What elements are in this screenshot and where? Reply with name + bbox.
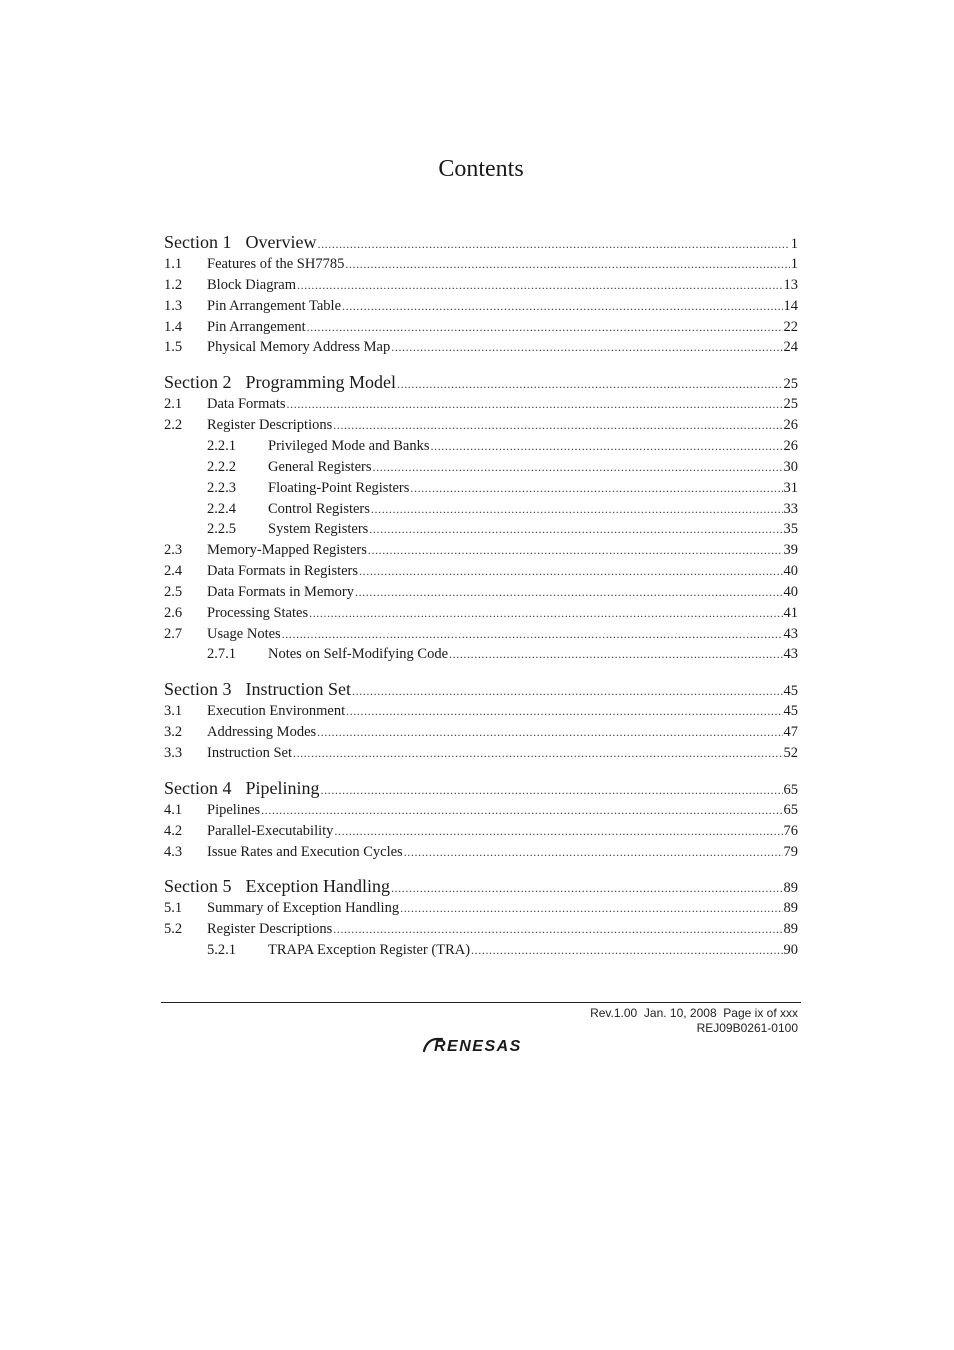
toc-subentry-row[interactable] <box>207 521 798 539</box>
toc-entry-row[interactable] <box>164 605 798 623</box>
toc-subentry-row[interactable] <box>207 501 798 519</box>
toc-leader-dots <box>345 257 789 272</box>
toc-label: Pin Arrangement <box>207 318 306 335</box>
toc-page-number: 79 <box>783 843 798 860</box>
toc-number: 2.2.4 <box>207 500 236 517</box>
toc-page-number: 43 <box>783 625 798 642</box>
toc-number: 2.4 <box>164 563 183 580</box>
toc-label: Memory-Mapped Registers <box>207 542 367 559</box>
toc-page-number: 40 <box>783 583 798 600</box>
toc-entry-row[interactable] <box>164 802 798 820</box>
toc-number: 3.2 <box>164 724 183 741</box>
toc-label: Issue Rates and Execution Cycles <box>207 843 403 860</box>
toc-number: 2.5 <box>164 583 183 600</box>
toc-number: 2.2.3 <box>207 479 236 496</box>
page-title: Contents <box>438 156 524 182</box>
toc-label: Block Diagram <box>207 276 296 293</box>
toc-leader-dots <box>317 725 782 740</box>
toc-leader-dots <box>309 606 782 621</box>
toc-number: 5.1 <box>164 900 183 917</box>
toc-leader-dots <box>471 943 782 958</box>
toc-leader-dots <box>404 845 783 860</box>
toc-label: Overview <box>245 232 317 252</box>
toc-label: Register Descriptions <box>207 417 333 434</box>
toc-leader-dots <box>359 564 782 579</box>
toc-page-number: 76 <box>783 822 798 839</box>
toc-label: Execution Environment <box>207 703 346 720</box>
toc-label: Pipelines <box>207 801 261 818</box>
toc-leader-dots <box>333 922 782 937</box>
toc-number: Section 2 <box>164 372 232 393</box>
toc-label: Data Formats in Registers <box>207 563 359 580</box>
toc-entry-row[interactable] <box>164 626 798 644</box>
toc-number: 2.2.5 <box>207 521 236 538</box>
toc-leader-dots <box>282 627 783 642</box>
toc-page-number: 52 <box>783 745 798 761</box>
toc-number: Section 1 <box>164 232 232 252</box>
toc-subentry-row[interactable] <box>207 942 798 960</box>
toc-label: General Registers <box>268 458 372 475</box>
toc-label: Data Formats in Memory <box>207 583 354 600</box>
toc-page-number: 90 <box>783 942 798 959</box>
toc-leader-dots <box>293 746 783 761</box>
toc-page-number: 31 <box>783 479 798 496</box>
toc-entry-row[interactable] <box>164 339 798 357</box>
toc-page-number: 89 <box>783 880 798 897</box>
toc-leader-dots <box>355 585 783 600</box>
toc-section-row[interactable] <box>164 876 798 898</box>
renesas-logo-icon <box>422 1034 542 1056</box>
toc-leader-dots <box>369 522 782 537</box>
toc-entry-row[interactable] <box>164 319 798 337</box>
toc-number: 1.4 <box>164 318 183 335</box>
toc-label: Instruction Set <box>207 745 292 761</box>
toc-page-number: 30 <box>783 458 798 475</box>
toc-number: 4.1 <box>164 801 183 818</box>
toc-label: Summary of Exception Handling <box>207 900 400 917</box>
toc-leader-dots <box>297 278 783 293</box>
toc-entry-row[interactable] <box>164 396 798 414</box>
toc-page-number: 40 <box>783 563 798 580</box>
toc-page-number: 43 <box>783 646 798 663</box>
footer-doc-number: REJ09B0261-0100 <box>696 1021 798 1035</box>
toc-page-number: 65 <box>783 801 798 818</box>
toc-label: System Registers <box>268 521 369 538</box>
toc-page-number: 25 <box>783 376 798 393</box>
toc-subentry-row[interactable] <box>207 459 798 477</box>
toc-label: Usage Notes <box>207 625 281 642</box>
toc-number: 2.7 <box>164 625 183 642</box>
toc-page-number: 39 <box>783 542 798 559</box>
toc-leader-dots <box>397 377 783 392</box>
toc-page-number: 47 <box>783 724 798 741</box>
toc-number: 5.2 <box>164 921 183 938</box>
toc-entry-row[interactable] <box>164 921 798 939</box>
toc-page-number: 24 <box>783 339 798 356</box>
toc-subentry-row[interactable] <box>207 438 798 456</box>
toc-leader-dots <box>307 320 783 335</box>
toc-entry-row[interactable] <box>164 703 798 721</box>
toc-page-number: 89 <box>783 900 798 917</box>
toc-label: Exception Handling <box>245 876 390 897</box>
toc-label: Processing States <box>207 604 309 621</box>
toc-number: 2.2 <box>164 417 183 434</box>
toc-leader-dots <box>317 237 789 252</box>
toc-number: 2.2.2 <box>207 458 236 475</box>
toc-label: Pipelining <box>245 777 320 798</box>
toc-leader-dots <box>400 901 782 916</box>
toc-number: 3.3 <box>164 745 183 761</box>
footer-divider <box>161 1002 801 1003</box>
toc-label: Features of the SH7785 <box>207 256 345 272</box>
toc-number: 2.6 <box>164 604 183 621</box>
logo-wordmark: RENESAS <box>434 1038 522 1055</box>
toc-subentry-row[interactable] <box>207 646 798 664</box>
toc-page-number: 89 <box>783 921 798 938</box>
toc-label: Notes on Self-Modifying Code <box>268 646 449 663</box>
toc-section-row[interactable] <box>164 232 798 254</box>
toc-entry-row[interactable] <box>164 823 798 841</box>
toc-entry-row[interactable] <box>164 584 798 602</box>
toc-number: 2.1 <box>164 396 183 413</box>
toc-number: 1.2 <box>164 276 183 293</box>
footer-revision: Rev.1.00 Jan. 10, 2008 Page ix of xxx <box>590 1006 798 1020</box>
toc-label: Pin Arrangement Table <box>207 297 342 314</box>
toc-leader-dots <box>287 397 783 412</box>
toc-leader-dots <box>321 783 783 798</box>
toc-page-number: 13 <box>783 276 798 293</box>
toc-number: 4.3 <box>164 843 183 860</box>
toc-number: 4.2 <box>164 822 183 839</box>
toc-label: Floating-Point Registers <box>268 479 410 496</box>
toc-leader-dots <box>352 684 783 699</box>
toc-leader-dots <box>368 543 783 558</box>
toc-label: Data Formats <box>207 396 286 413</box>
toc-leader-dots <box>342 299 782 314</box>
toc-page-number: 26 <box>783 417 798 434</box>
toc-entry-row[interactable] <box>164 724 798 742</box>
toc-page-number: 1 <box>790 256 798 272</box>
toc-number: Section 5 <box>164 876 232 897</box>
toc-number: 2.3 <box>164 542 183 559</box>
toc-page-number: 45 <box>783 683 798 700</box>
toc-section-row[interactable] <box>164 372 798 394</box>
toc-entry-row[interactable] <box>164 277 798 295</box>
toc-entry-row[interactable] <box>164 256 798 274</box>
toc-entry-row[interactable] <box>164 542 798 560</box>
toc-label: Instruction Set <box>245 679 351 700</box>
toc-number: Section 4 <box>164 777 232 798</box>
toc-number: 1.1 <box>164 256 183 272</box>
toc-leader-dots <box>372 460 782 475</box>
toc-page-number: 22 <box>783 318 798 335</box>
toc-label: Addressing Modes <box>207 724 317 741</box>
toc-page-number: 25 <box>783 396 798 413</box>
toc-number: Section 3 <box>164 679 232 700</box>
toc-leader-dots <box>449 647 782 662</box>
toc-page-number: 45 <box>783 703 798 720</box>
toc-leader-dots <box>431 439 783 454</box>
toc-page-number: 41 <box>783 604 798 621</box>
toc-leader-dots <box>410 481 782 496</box>
toc-entry-row[interactable] <box>164 745 798 763</box>
toc-number: 2.2.1 <box>207 437 236 454</box>
toc-label: TRAPA Exception Register (TRA) <box>268 942 471 959</box>
toc-leader-dots <box>391 881 783 896</box>
toc-label: Register Descriptions <box>207 921 333 938</box>
toc-label: Programming Model <box>245 372 396 393</box>
toc-page-number: 35 <box>783 521 798 538</box>
toc-leader-dots <box>371 502 783 517</box>
toc-number: 2.7.1 <box>207 646 236 663</box>
toc-entry-row[interactable] <box>164 563 798 581</box>
toc-entry-row[interactable] <box>164 900 798 918</box>
toc-label: Control Registers <box>268 500 370 517</box>
toc-entry-row[interactable] <box>164 417 798 435</box>
toc-label: Privileged Mode and Banks <box>268 437 430 454</box>
toc-leader-dots <box>333 418 782 433</box>
toc-entry-row[interactable] <box>164 298 798 316</box>
toc-page-number: 65 <box>783 781 798 798</box>
toc-page-number: 26 <box>783 437 798 454</box>
toc-section-row[interactable] <box>164 679 798 701</box>
toc-number: 1.3 <box>164 297 183 314</box>
toc-page-number: 33 <box>783 500 798 517</box>
toc-label: Physical Memory Address Map <box>207 339 391 356</box>
toc-number: 1.5 <box>164 339 183 356</box>
toc-page-number: 14 <box>783 297 798 314</box>
toc-subentry-row[interactable] <box>207 480 798 498</box>
toc-number: 5.2.1 <box>207 942 236 959</box>
toc-label: Parallel-Executability <box>207 822 334 839</box>
toc-leader-dots <box>261 803 782 818</box>
toc-page-number: 1 <box>790 236 798 252</box>
toc-leader-dots <box>391 340 782 355</box>
toc-number: 3.1 <box>164 703 183 720</box>
toc-entry-row[interactable] <box>164 844 798 862</box>
toc-section-row[interactable] <box>164 778 798 800</box>
toc-leader-dots <box>346 704 782 719</box>
toc-leader-dots <box>334 824 782 839</box>
